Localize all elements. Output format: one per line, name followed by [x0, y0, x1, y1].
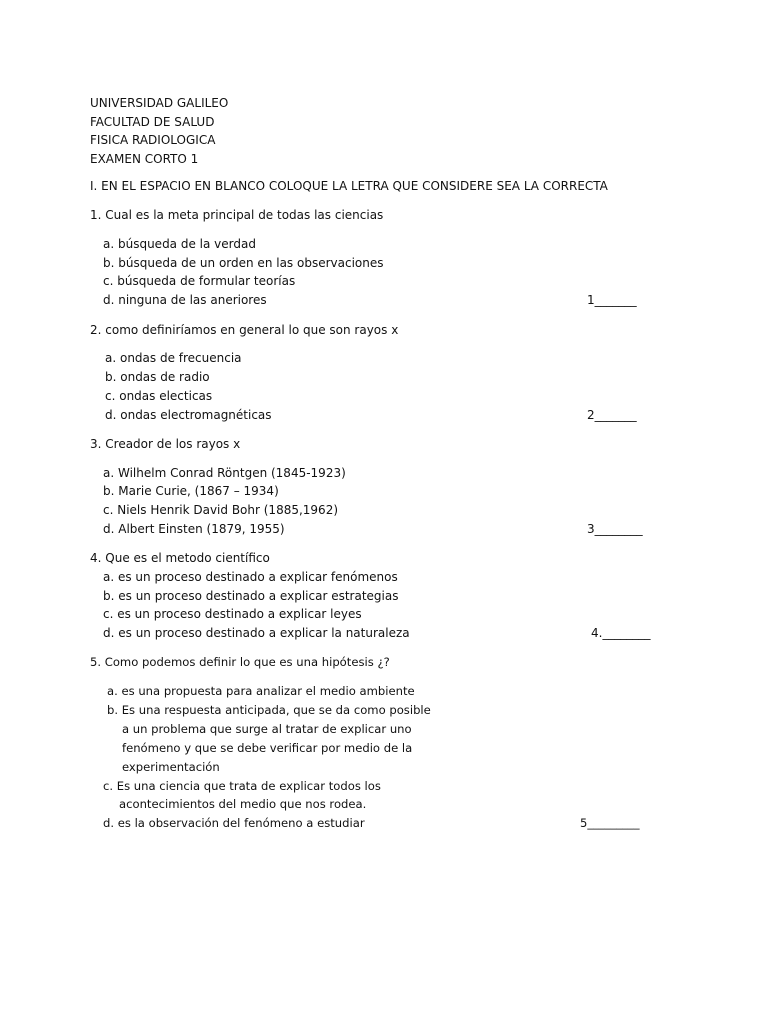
q3-option-d: d. Albert Einsten (1879, 1955) — [103, 522, 285, 536]
q2-option-d: d. ondas electromagnéticas — [105, 408, 272, 422]
question-5: 5. Como podemos definir lo que es una hipótesis ¿? — [90, 655, 390, 669]
q5-option-a: a. es una propuesta para analizar el medio ambiente — [107, 684, 415, 698]
question-3: 3. Creador de los rayos x — [90, 437, 241, 451]
q2-answer-blank: 2_______ — [587, 408, 637, 422]
q4-option-c: c. es un proceso destinado a explicar leyes — [103, 607, 362, 621]
q3-answer-blank: 3________ — [587, 522, 643, 536]
q3-option-c: c. Niels Henrik David Bohr (1885,1962) — [103, 503, 339, 517]
q1-option-b: b. búsqueda de un orden en las observaciones — [103, 256, 384, 270]
q2-option-b: b. ondas de radio — [105, 370, 210, 384]
document-header — [90, 94, 228, 169]
q3-option-b: b. Marie Curie, (1867 – 1934) — [103, 484, 279, 498]
question-1: 1. Cual es la meta principal de todas las ciencias — [90, 208, 384, 222]
q1-option-c: c. búsqueda de formular teorías — [103, 274, 296, 288]
university-name: UNIVERSIDAD GALILEO — [90, 96, 229, 110]
q4-option-a: a. es un proceso destinado a explicar fenómenos — [103, 570, 398, 584]
q5-option-c: c. Es una ciencia que trata de explicar todos los — [103, 779, 381, 793]
q5-option-b-line-3: fenómeno y que se debe verificar por medio de la — [122, 741, 413, 755]
q1-option-a: a. búsqueda de la verdad — [103, 237, 256, 251]
course-name: FISICA RADIOLOGICA — [90, 133, 216, 148]
q1-answer-blank: 1_______ — [587, 293, 637, 307]
question-2: 2. como definiríamos en general lo que son rayos x — [90, 323, 399, 337]
q2-option-a: a. ondas de frecuencia — [105, 351, 242, 365]
q5-option-d: d. es la observación del fenómeno a estudiar — [103, 816, 365, 830]
q5-answer-blank: 5_________ — [580, 816, 640, 830]
question-4: 4. Que es el metodo científico — [90, 551, 270, 565]
q4-answer-blank: 4.________ — [591, 626, 651, 640]
q1-option-d: d. ninguna de las aneriores — [103, 293, 267, 307]
q5-option-c-line-2: acontecimientos del medio que nos rodea. — [119, 797, 367, 811]
section-instructions: I. EN EL ESPACIO EN BLANCO COLOQUE LA LETRA QUE CONSIDERE SEA LA CORRECTA — [90, 179, 608, 193]
q5-option-b: b. Es una respuesta anticipada, que se da como posible — [107, 703, 431, 717]
q5-option-b-line-4: experimentación — [122, 760, 220, 774]
q5-option-b-line-2: a un problema que surge al tratar de explicar uno — [122, 722, 412, 736]
faculty-name: FACULTAD DE SALUD — [90, 114, 215, 129]
q4-option-d: d. es un proceso destinado a explicar la naturaleza — [103, 626, 410, 640]
q3-option-a: a. Wilhelm Conrad Röntgen (1845-1923) — [103, 466, 346, 480]
q4-option-b: b. es un proceso destinado a explicar estrategias — [103, 589, 399, 603]
q2-option-c: c. ondas electicas — [105, 389, 213, 403]
exam-title: EXAMEN CORTO 1 — [90, 152, 199, 167]
